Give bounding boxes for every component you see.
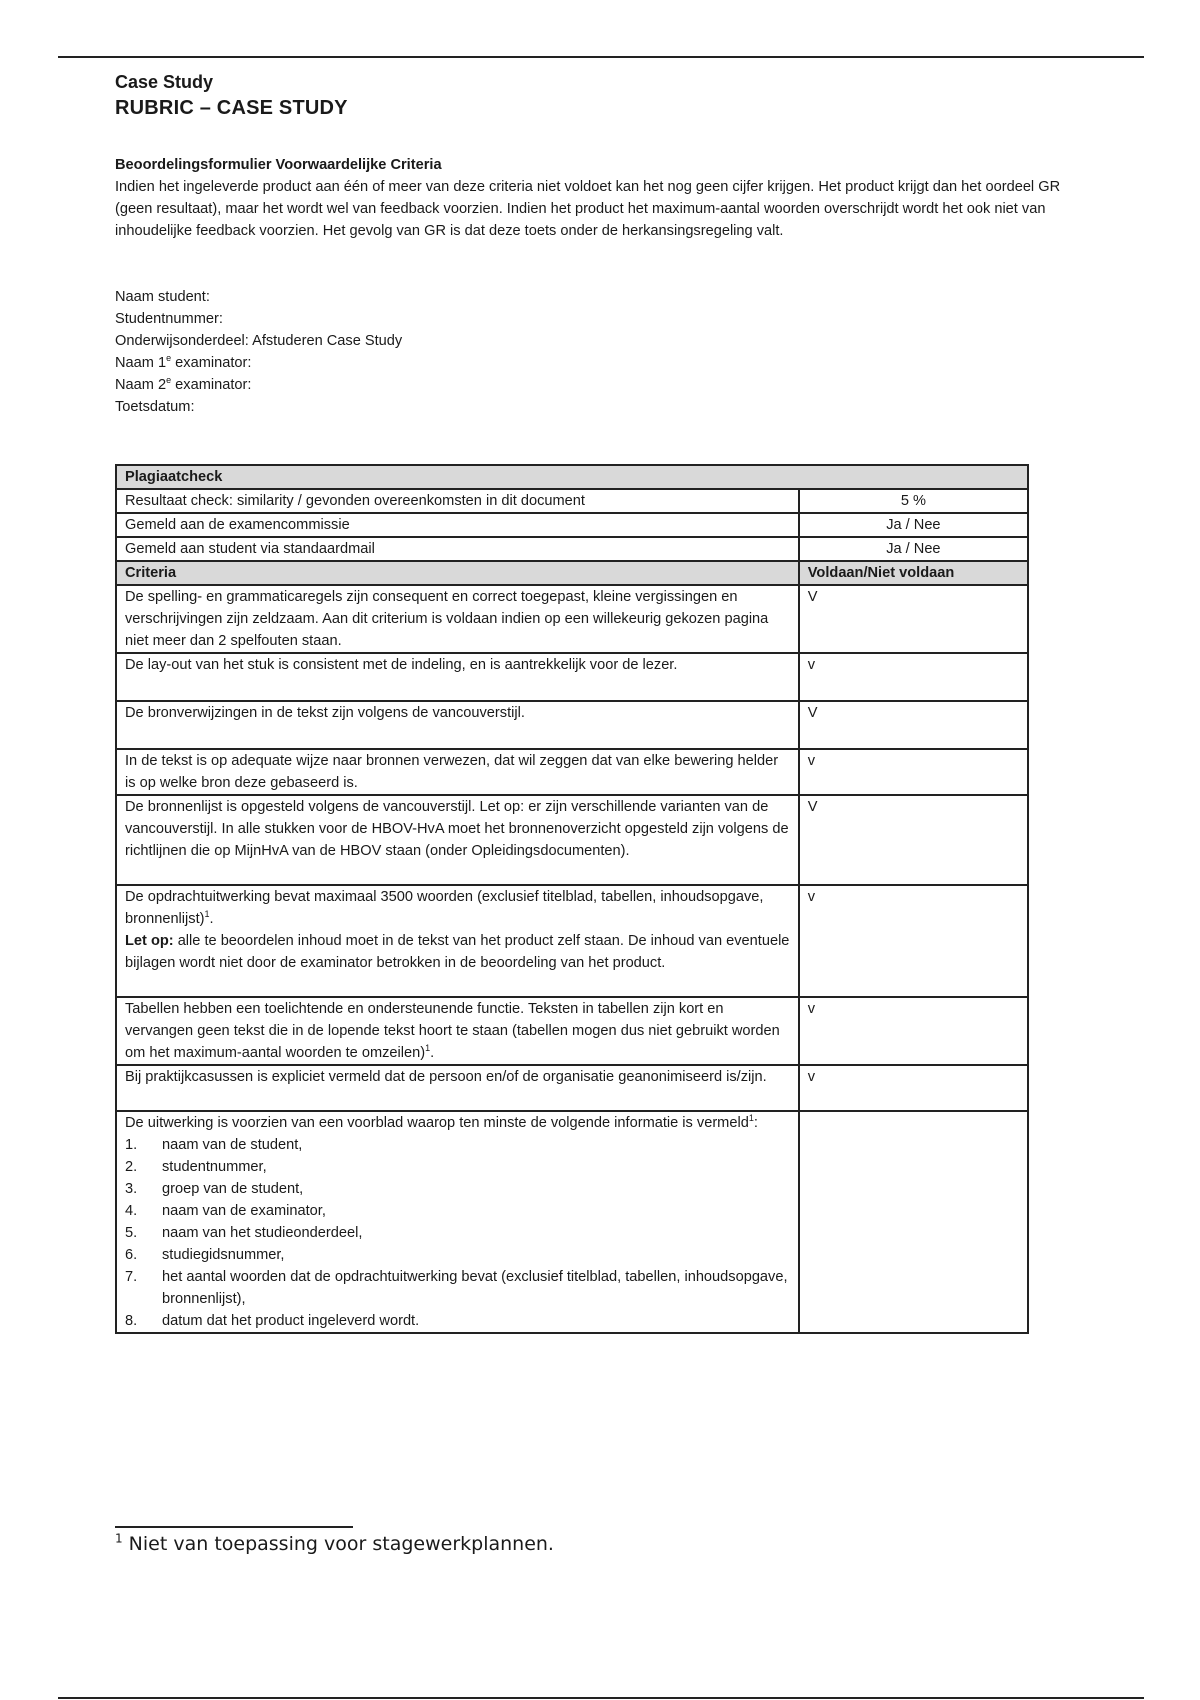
criterion-row <box>116 795 1028 885</box>
list-text: datum dat het product ingeleverd wordt. <box>162 1313 420 1329</box>
criterion-text-part: De uitwerking is voorzien van een voorblad waarop ten minste de volgende informatie is vermeld <box>125 1115 749 1131</box>
criterion-result: v <box>799 885 1028 997</box>
criterion-text: De lay-out van het stuk is consistent met de indeling, en is aantrekkelijk voor de lezer. <box>116 653 799 701</box>
field-label: examinator: <box>171 355 252 371</box>
ordinal-superscript: e <box>166 375 172 386</box>
note-text: alle te beoordelen inhoud moet in de tekst van het product zelf staan. De inhoud van eventuele bijlagen wordt niet door de examinator betrokken in de beoordeling van het product. <box>125 933 790 971</box>
criterion-result: V <box>799 585 1028 653</box>
plagiarism-value: Ja / Nee <box>799 513 1028 537</box>
criteria-column-header: Criteria <box>116 561 799 585</box>
field-label: Naam 1 <box>115 355 167 371</box>
list-number: 8. <box>125 1313 138 1329</box>
field-student-name: Naam student: <box>115 289 210 305</box>
list-number: 5. <box>125 1225 138 1241</box>
document-type: Case Study <box>115 72 214 92</box>
field-label: Naam 2 <box>115 377 167 393</box>
criterion-text-part: . <box>209 911 214 927</box>
plagiarism-title: Plagiaatcheck <box>116 465 1028 489</box>
student-fields <box>115 286 402 418</box>
header-rule <box>58 56 1144 58</box>
plagiarism-label: Gemeld aan student via standaardmail <box>116 537 799 561</box>
criterion-text-part: : <box>753 1115 758 1131</box>
criterion-row <box>116 701 1028 749</box>
field-student-number: Studentnummer: <box>115 311 223 327</box>
list-item <box>125 1200 790 1222</box>
criterion-result: v <box>799 653 1028 701</box>
plagiarism-row <box>116 513 1028 537</box>
criterion-row <box>116 997 1028 1065</box>
criteria-header-row <box>116 561 1028 585</box>
intro-title: Beoordelingsformulier Voorwaardelijke Criteria <box>115 157 442 173</box>
criterion-text <box>116 1111 799 1333</box>
criterion-row <box>116 885 1028 997</box>
criterion-row <box>116 1065 1028 1111</box>
criterion-row <box>116 749 1028 795</box>
footnote-separator <box>115 1526 353 1528</box>
field-course: Onderwijsonderdeel: Afstuderen Case Study <box>115 333 403 349</box>
footnote <box>115 1530 554 1558</box>
criterion-result: v <box>799 1065 1028 1111</box>
list-number: 6. <box>125 1247 138 1263</box>
list-text: studiegidsnummer, <box>162 1247 285 1263</box>
criterion-text: Bij praktijkcasussen is expliciet vermeld dat de persoon en/of de organisatie geanonimiseerd is/zijn. <box>116 1065 799 1111</box>
criterion-intro <box>125 1112 790 1134</box>
criterion-text: De spelling- en grammaticaregels zijn consequent en correct toegepast, kleine vergissingen en verschrijvingen zijn zeldzaam. Aan dit criterium is voldaan indien op een willekeurig gekozen pagina niet meer dan 2 spelfouten staan. <box>116 585 799 653</box>
list-item <box>125 1266 790 1310</box>
field-examiner-2 <box>115 374 402 396</box>
list-number: 3. <box>125 1181 138 1197</box>
plagiarism-value: 5 % <box>799 489 1028 513</box>
criterion-result <box>799 1111 1028 1333</box>
list-text: naam van het studieonderdeel, <box>162 1225 363 1241</box>
criterion-text-part: Tabellen hebben een toelichtende en ondersteunende functie. Teksten in tabellen zijn kort en vervangen geen tekst die in de lopende tekst hoort te staan (tabellen mogen dus niet gebruikt worden om het maximum-aantal woorden te omzeilen) <box>125 1001 780 1061</box>
rubric-table <box>115 464 1029 1334</box>
plagiarism-label: Gemeld aan de examencommissie <box>116 513 799 537</box>
criterion-text <box>116 885 799 997</box>
ordinal-superscript: e <box>166 353 172 364</box>
page-header <box>115 70 1075 122</box>
footnote-reference: 1 <box>748 1113 754 1124</box>
list-text: naam van de student, <box>162 1137 303 1153</box>
plagiarism-row <box>116 489 1028 513</box>
list-item <box>125 1244 790 1266</box>
criterion-text-part: . <box>430 1045 435 1061</box>
plagiarism-header-row <box>116 465 1028 489</box>
field-label: examinator: <box>171 377 252 393</box>
list-text: studentnummer, <box>162 1159 267 1175</box>
criterion-row <box>116 653 1028 701</box>
criterion-result: V <box>799 701 1028 749</box>
criterion-text: De bronnenlijst is opgesteld volgens de vancouverstijl. Let op: er zijn verschillende varianten van de vancouverstijl. In alle stukken voor de HBOV-HvA moet het bronnenoverzicht opgesteld zijn volgens de richtlijnen die op MijnHvA van de HBOV staan (onder Opleidingsdocumenten). <box>116 795 799 885</box>
field-test-date: Toetsdatum: <box>115 399 195 415</box>
list-number: 4. <box>125 1203 138 1219</box>
criterion-row <box>116 585 1028 653</box>
field-examiner-1 <box>115 352 402 374</box>
criterion-text-part: De opdrachtuitwerking bevat maximaal 3500 woorden (exclusief titelblad, tabellen, inhoudsopgave, bronnenlijst) <box>125 889 764 927</box>
document-title: RUBRIC – CASE STUDY <box>115 97 348 119</box>
footnote-reference: 1 <box>204 909 210 920</box>
intro-text: Indien het ingeleverde product aan één of meer van deze criteria niet voldoet kan het nog geen cijfer krijgen. Het product krijgt dan het oordeel GR (geen resultaat), maar het wordt wel van feedback voorzien. Indien het product het maximum-aantal woorden overschrijdt wordt het ook niet van inhoudelijke feedback voorzien. Het gevolg van GR is dat deze toets onder de herkansingsregeling valt. <box>115 179 1061 239</box>
plagiarism-value: Ja / Nee <box>799 537 1028 561</box>
list-text: groep van de student, <box>162 1181 304 1197</box>
criterion-result: v <box>799 749 1028 795</box>
plagiarism-row <box>116 537 1028 561</box>
criterion-result: v <box>799 997 1028 1065</box>
list-number: 2. <box>125 1159 138 1175</box>
list-number: 1. <box>125 1137 138 1153</box>
list-item <box>125 1156 790 1178</box>
list-text: naam van de examinator, <box>162 1203 326 1219</box>
plagiarism-label: Resultaat check: similarity / gevonden overeenkomsten in dit document <box>116 489 799 513</box>
criterion-result: V <box>799 795 1028 885</box>
criterion-text: De bronverwijzingen in de tekst zijn volgens de vancouverstijl. <box>116 701 799 749</box>
intro-section <box>115 154 1075 242</box>
criterion-text <box>116 997 799 1065</box>
list-number: 7. <box>125 1269 138 1285</box>
list-item <box>125 1222 790 1244</box>
list-item <box>125 1310 790 1332</box>
footnote-reference: 1 <box>425 1043 431 1054</box>
cover-page-requirements <box>125 1134 790 1332</box>
list-item <box>125 1178 790 1200</box>
list-text: het aantal woorden dat de opdrachtuitwerking bevat (exclusief titelblad, tabellen, inhoudsopgave, bronnenlijst), <box>162 1269 788 1307</box>
result-column-header: Voldaan/Niet voldaan <box>799 561 1028 585</box>
list-item <box>125 1134 790 1156</box>
criterion-row <box>116 1111 1028 1333</box>
note-label: Let op: <box>125 933 174 949</box>
footnote-text: Niet van toepassing voor stagewerkplannen. <box>122 1533 554 1555</box>
criterion-text: In de tekst is op adequate wijze naar bronnen verwezen, dat wil zeggen dat van elke bewering helder is op welke bron deze gebaseerd is. <box>116 749 799 795</box>
footer-rule <box>58 1697 1144 1699</box>
footnote-mark: 1 <box>115 1531 123 1546</box>
